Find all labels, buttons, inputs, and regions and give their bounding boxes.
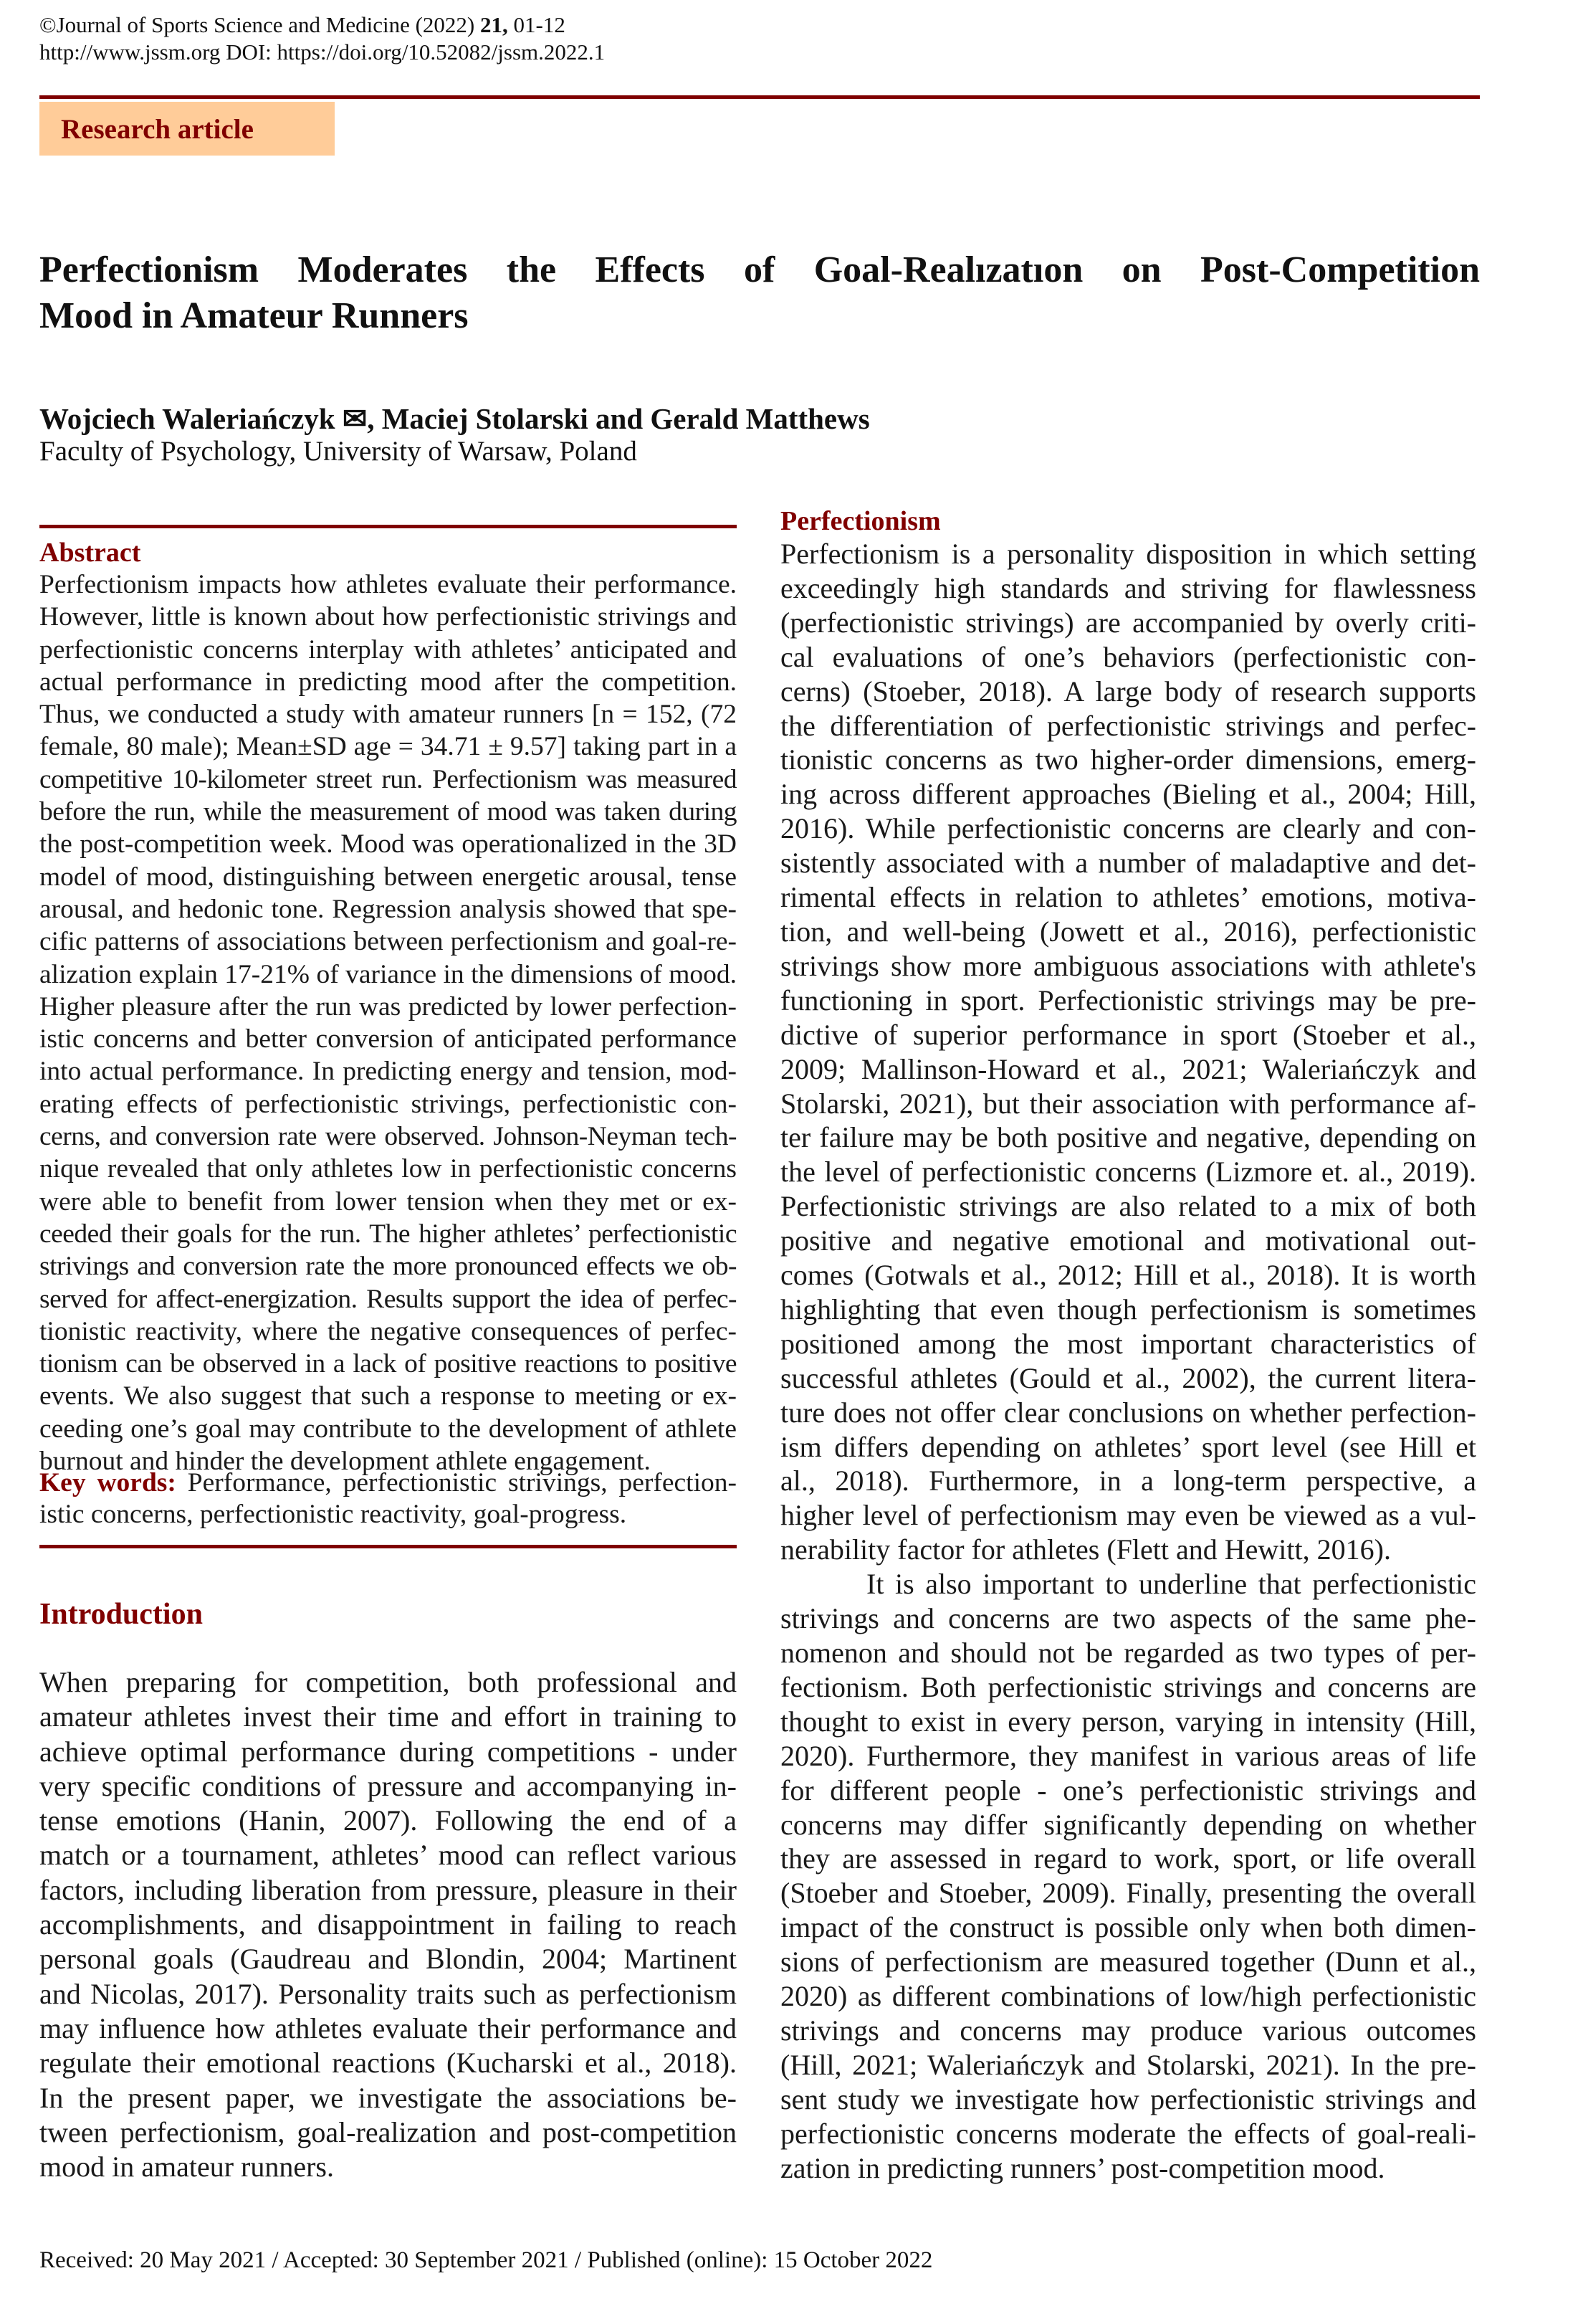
text-line: Perfectionism impacts how athletes evaluate their performance.	[39, 570, 737, 599]
text-line: female, 80 male); Mean±SD age = 34.71 ± 9.57] taking part in a	[39, 732, 737, 762]
text-line: 2020). Furthermore, they manifest in various areas of life	[780, 1739, 1476, 1772]
text-line: nomenon and should not be regarded as two types of per-	[780, 1637, 1476, 1669]
text-line: actual performance in predicting mood after the competition.	[39, 667, 737, 697]
text-line: ing across different approaches (Bieling et al., 2004; Hill,	[780, 778, 1476, 811]
text-line: cal evaluations of one’s behaviors (perfectionistic con-	[780, 640, 1476, 673]
text-line: were able to benefit from lower tension when they met or ex-	[39, 1186, 737, 1216]
journal-citation	[39, 12, 565, 38]
text-line: the post-competition week. Mood was operationalized in the 3D	[39, 829, 737, 859]
text-line: Thus, we conducted a study with amateur runners [n = 152, (72	[39, 700, 737, 730]
text-line: tense emotions (Hanin, 2007). Following the end of a	[39, 1804, 737, 1837]
text-line: tionistic reactivity, where the negative consequences of perfec-	[39, 1316, 737, 1346]
keywords	[39, 1467, 737, 1530]
text-line: higher level of perfectionism may even be viewed as a vul-	[780, 1499, 1476, 1532]
text-line: Stolarski, 2021), but their association with performance af-	[780, 1087, 1476, 1120]
text-line: events. We also suggest that such a response to meeting or ex-	[39, 1381, 737, 1411]
text-line: exceedingly high standards and striving for flawlessness	[780, 571, 1476, 604]
text-line: strivings and concerns may produce various outcomes	[780, 2014, 1476, 2047]
text-line: alization explain 17-21% of variance in the dimensions of mood.	[39, 959, 737, 989]
text-line: positioned among the most important characteristics of	[780, 1327, 1476, 1360]
text-line: (Hill, 2021; Waleriańczyk and Stolarski, 2021). In the pre-	[780, 2048, 1476, 2081]
text-line: model of mood, distinguishing between energetic arousal, tense	[39, 862, 737, 892]
text-line: ture does not offer clear conclusions on whether perfection-	[780, 1396, 1476, 1429]
introduction-heading: Introduction	[39, 1598, 203, 1631]
text-line: mood in amateur runners.	[39, 2151, 334, 2183]
text-line: comes (Gotwals et al., 2012; Hill et al., 2018). It is worth	[780, 1259, 1476, 1292]
journal-name: ©Journal of Sports Science and Medicine (2022)	[39, 12, 480, 37]
text-line: ism differs depending on athletes’ sport level (see Hill et	[780, 1430, 1476, 1463]
publication-dates: Received: 20 May 2021 / Accepted: 30 September 2021 / Published (online): 15 October 2022	[39, 2247, 933, 2273]
text-line: successful athletes (Gould et al., 2002), the current litera-	[780, 1361, 1476, 1394]
text-line: nique revealed that only athletes low in perfectionistic concerns	[39, 1154, 737, 1184]
text-line: 2020) as different combinations of low/high perfectionistic	[780, 1980, 1476, 2013]
text-line: ceeding one’s goal may contribute to the development of athlete	[39, 1414, 737, 1444]
text-line: the differentiation of perfectionistic strivings and perfec-	[780, 709, 1476, 742]
text-line: perfectionistic concerns moderate the effects of goal-reali-	[780, 2117, 1476, 2150]
text-line: and Nicolas, 2017). Personality traits such as perfectionism	[39, 1977, 737, 2010]
keywords-line-1	[39, 1467, 737, 1499]
text-line: factors, including liberation from pressure, pleasure in their	[39, 1873, 737, 1906]
text-line: sions of perfectionism are measured together (Dunn et al.,	[780, 1946, 1476, 1978]
text-line: very specific conditions of pressure and accompanying in-	[39, 1769, 737, 1802]
paper-title	[39, 247, 1480, 339]
article-type-label: Research article	[61, 114, 254, 145]
text-line: erating effects of perfectionistic strivings, perfectionistic con-	[39, 1089, 737, 1119]
text-line: concerns may differ significantly depending on whether	[780, 1808, 1476, 1841]
header-rule	[39, 95, 1480, 99]
keywords-line-2: istic concerns, perfectionistic reactivity, goal-progress.	[39, 1500, 627, 1529]
abstract-top-rule	[39, 525, 737, 528]
text-line: highlighting that even though perfectionism is sometimes	[780, 1292, 1476, 1325]
text-line: match or a tournament, athletes’ mood can reflect various	[39, 1839, 737, 1872]
text-line: perfectionistic concerns interplay with athletes’ anticipated and	[39, 634, 737, 665]
text-line: may influence how athletes evaluate their performance and	[39, 2011, 737, 2044]
text-line: for different people - one’s perfectionistic strivings and	[780, 1773, 1476, 1806]
abstract-bottom-rule	[39, 1545, 737, 1548]
text-line: strivings and conversion rate the more pronounced effects we ob-	[39, 1252, 737, 1282]
perfectionism-body	[780, 537, 1476, 2186]
text-line: tion, and well-being (Jowett et al., 2016), perfectionistic	[780, 915, 1476, 948]
title-line-1: Perfectionism Moderates the Effects of Goal-Realızatıon on Post-Competition	[39, 249, 1480, 290]
affiliation: Faculty of Psychology, University of Warsaw, Poland	[39, 436, 637, 467]
text-line: impact of the construct is possible only when both dimen-	[780, 1911, 1476, 1944]
text-line: cific patterns of associations between perfectionism and goal-re-	[39, 927, 737, 957]
article-type-badge	[39, 102, 335, 156]
text-line: al., 2018). Furthermore, in a long-term perspective, a	[780, 1465, 1476, 1497]
text-line: In the present paper, we investigate the associations be-	[39, 2081, 737, 2114]
text-line: ter failure may be both positive and negative, depending on	[780, 1121, 1476, 1154]
text-line: dictive of superior performance in sport (Stoeber et al.,	[780, 1018, 1476, 1051]
doi-line[interactable]: http://www.jssm.org DOI: https://doi.org/10.52082/jssm.2022.1	[39, 39, 606, 65]
title-line-2: Mood in Amateur Runners	[39, 295, 469, 336]
text-line: personal goals (Gaudreau and Blondin, 2004; Martinent	[39, 1943, 737, 1976]
text-line: strivings and concerns are two aspects of the same phe-	[780, 1602, 1476, 1635]
text-line: sent study we investigate how perfectionistic strivings and	[780, 2082, 1476, 2115]
text-line: accomplishments, and disappointment in failing to reach	[39, 1908, 737, 1941]
text-line: Higher pleasure after the run was predicted by lower perfection-	[39, 991, 737, 1021]
text-line: cerns, and conversion rate were observed. Johnson-Neyman tech-	[39, 1122, 737, 1152]
text-line: burnout and hinder the development athlete engagement.	[39, 1447, 651, 1477]
text-line: rimental effects in relation to athletes’ emotions, motiva-	[780, 881, 1476, 914]
text-line: tionistic concerns as two higher-order dimensions, emerg-	[780, 743, 1476, 776]
text-line: cerns) (Stoeber, 2018). A large body of research supports	[780, 675, 1476, 708]
text-line: (Stoeber and Stoeber, 2009). Finally, presenting the overall	[780, 1877, 1476, 1910]
text-line: served for affect-energization. Results support the idea of perfec-	[39, 1284, 737, 1314]
text-line: (perfectionistic strivings) are accompanied by overly criti-	[780, 606, 1476, 639]
text-line: regulate their emotional reactions (Kucharski et al., 2018).	[39, 2047, 737, 2080]
text-line: achieve optimal performance during competitions - under	[39, 1735, 737, 1768]
text-line: fectionism. Both perfectionistic strivings and concerns are	[780, 1670, 1476, 1703]
author-list: Wojciech Waleriańczyk ✉, Maciej Stolarski and Gerald Matthews	[39, 402, 870, 435]
text-line: When preparing for competition, both professional and	[39, 1666, 737, 1698]
journal-pages: 01-12	[507, 12, 565, 37]
abstract-body	[39, 568, 737, 1477]
text-line: into actual performance. In predicting energy and tension, mod-	[39, 1057, 737, 1087]
text-line: the level of perfectionistic concerns (Lizmore et. al., 2019).	[780, 1156, 1476, 1189]
text-line: Perfectionism is a personality disposition in which setting	[780, 538, 1476, 570]
text-line: before the run, while the measurement of mood was taken during	[39, 797, 737, 827]
text-line: zation in predicting runners’ post-competition mood.	[780, 2151, 1385, 2184]
text-line: thought to exist in every person, varying in intensity (Hill,	[780, 1705, 1476, 1738]
text-line: istic concerns and better conversion of anticipated performance	[39, 1024, 737, 1054]
text-line: 2016). While perfectionistic concerns are clearly and con-	[780, 812, 1476, 845]
text-line: It is also important to underline that perfectionistic	[866, 1568, 1476, 1601]
introduction-body	[39, 1665, 737, 2184]
keywords-label: Key words:	[39, 1468, 176, 1497]
abstract-heading: Abstract	[39, 538, 141, 568]
text-line: However, little is known about how perfectionistic strivings and	[39, 602, 737, 632]
text-line: 2009; Mallinson-Howard et al., 2021; Waleriańczyk and	[780, 1052, 1476, 1085]
text-line: strivings show more ambiguous associations with athlete's	[780, 949, 1476, 982]
text-line: sistently associated with a number of maladaptive and det-	[780, 847, 1476, 880]
text-line: ceeded their goals for the run. The higher athletes’ perfectionistic	[39, 1219, 737, 1249]
text-line: positive and negative emotional and motivational out-	[780, 1224, 1476, 1257]
keywords-text-1: Performance, perfectionistic strivings, perfection-	[176, 1468, 737, 1497]
perfectionism-heading: Perfectionism	[780, 506, 941, 536]
text-line: functioning in sport. Perfectionistic strivings may be pre-	[780, 984, 1476, 1016]
text-line: nerability factor for athletes (Flett and Hewitt, 2016).	[780, 1533, 1391, 1566]
journal-volume: 21,	[480, 12, 508, 37]
text-line: arousal, and hedonic tone. Regression analysis showed that spe-	[39, 894, 737, 924]
text-line: tween perfectionism, goal-realization and post-competition	[39, 2115, 737, 2148]
text-line: they are assessed in regard to work, sport, or life overall	[780, 1842, 1476, 1875]
text-line: Perfectionistic strivings are also related to a mix of both	[780, 1190, 1476, 1223]
text-line: competitive 10-kilometer street run. Perfectionism was measured	[39, 764, 737, 794]
text-line: amateur athletes invest their time and effort in training to	[39, 1700, 737, 1733]
text-line: tionism can be observed in a lack of positive reactions to positive	[39, 1349, 737, 1379]
